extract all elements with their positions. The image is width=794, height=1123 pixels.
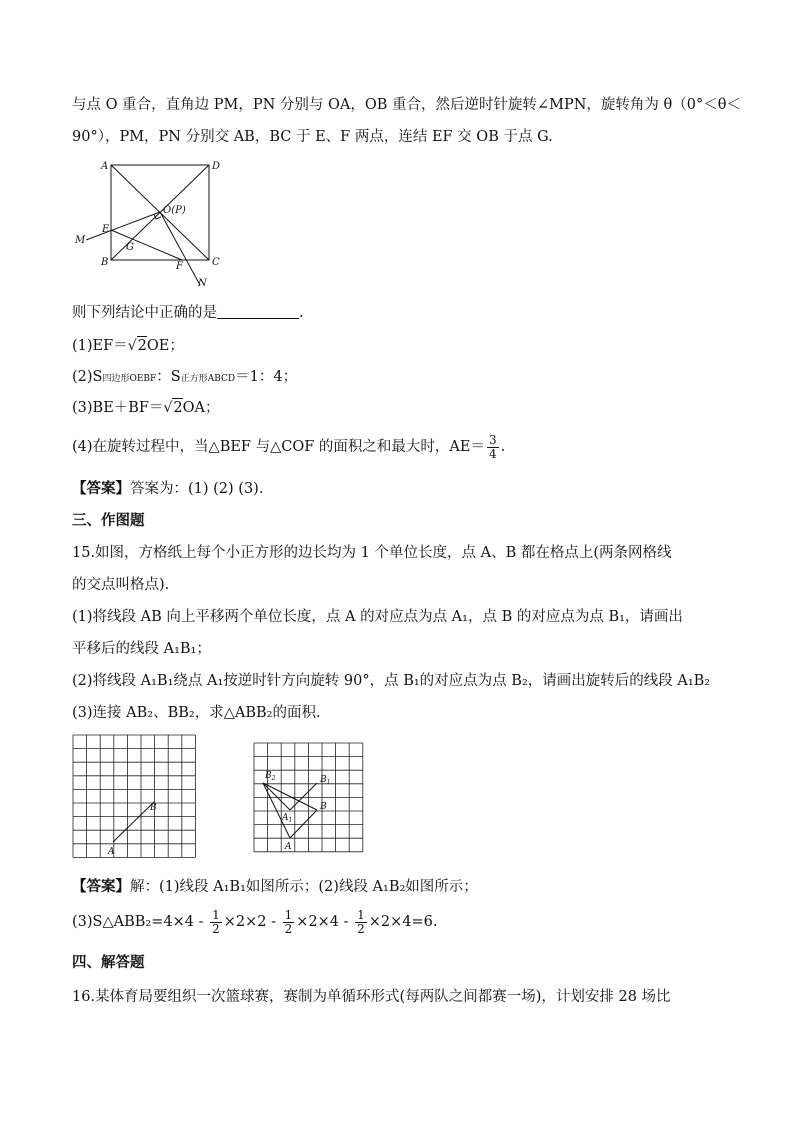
choice-4 (72, 430, 505, 464)
answer-label: 【答案】 (72, 480, 130, 497)
grid1-label-a: A (108, 847, 115, 857)
fig1-label-o: O(P) (163, 205, 186, 216)
fraction-half (283, 909, 295, 936)
sqrt-icon: √ (127, 338, 137, 354)
answer-term-1: ×2×2 - (223, 914, 281, 930)
segment-ab (290, 810, 317, 838)
segment-ab (113, 802, 154, 842)
fraction-half (210, 909, 222, 936)
choice-1-post: OE； (146, 338, 184, 354)
fraction-three-quarters (487, 434, 499, 461)
p14-question-period: . (299, 305, 304, 321)
fraction-denominator: 4 (488, 446, 497, 461)
choice-1-pre: (1)EF＝ (72, 338, 128, 354)
choice-2 (72, 368, 297, 388)
square-rotation-figure (72, 155, 232, 290)
segment-ef (111, 230, 182, 260)
fig1-label-e: E (102, 224, 110, 235)
choice-1 (72, 336, 184, 355)
grid2-label-b2: $B_2$ (265, 771, 276, 782)
p15-answer-2 (72, 904, 438, 940)
choice-2-pre: (2)S (72, 369, 103, 385)
segment-a1b2 (263, 783, 290, 810)
p15-line5: (2)将线段 A₁B₁绕点 A₁按逆时针方向旋转 90°，点 B₁的对应点为点 B₂，请画出旋转后的线段 A₁B₂ (72, 673, 711, 689)
p14-question-text: 则下列结论中正确的是 (72, 305, 217, 321)
answer-blank (217, 304, 299, 319)
choice-4-pre: (4)在旋转过程中，当△BEF 与△COF 的面积之和最大时，AE＝ (72, 439, 485, 455)
fraction-numerator: 1 (284, 907, 293, 922)
section-4-title: 四、解答题 (72, 954, 145, 971)
fig1-label-b: B (101, 257, 109, 268)
p16-line1: 16.某体育局要组织一次篮球赛，赛制为单循环形式(每两队之间都赛一场)，计划安排 28 场比 (72, 989, 671, 1005)
fig1-label-d: D (212, 161, 221, 172)
fig1-label-n: N (198, 278, 207, 289)
fig1-label-g: G (126, 242, 134, 253)
ray-pn (160, 212, 200, 285)
fraction-half (355, 909, 367, 936)
choice-1-radicand: 2 (137, 338, 147, 354)
grid-original (72, 734, 198, 860)
answer-label: 【答案】 (72, 878, 130, 895)
answer-term-2: ×2×4 - (296, 914, 354, 930)
grid2-label-a: A (285, 842, 292, 852)
grid1-label-b: B (150, 803, 157, 813)
fig1-label-m: M (75, 235, 86, 246)
section-3-title: 三、作图题 (72, 512, 145, 529)
choice-3-pre: (3)BE＋BF＝ (72, 400, 164, 416)
answer-text: 答案为：(1) (2) (3). (130, 481, 264, 497)
p15-line6: (3)连接 AB₂、BB₂，求△ABB₂的面积. (72, 705, 321, 721)
choice-2-sub2: 正方形ABCD (180, 374, 236, 384)
answer-part-1: 解：(1)线段 A₁B₁如图所示；(2)线段 A₁B₂如图所示； (130, 879, 478, 895)
p15-line1: 15.如图，方格纸上每个小正方形的边长均为 1 个单位长度，点 A、B 都在格点上(两条网格线 (72, 545, 672, 561)
ray-pm (86, 212, 160, 240)
grid2-label-a1: $A_1$ (282, 813, 293, 824)
p15-line4: 平移后的线段 A₁B₁； (72, 641, 211, 657)
segment-bb2 (263, 783, 317, 810)
fig1-label-c: C (212, 257, 220, 268)
grid-solution (253, 742, 365, 854)
choice-2-post: ＝1：4； (235, 369, 298, 385)
choice-3 (72, 398, 220, 417)
grid2-label-b1: $B_1$ (320, 775, 331, 786)
p14-line2: 90°），PM，PN 分别交 AB，BC 于 E、F 两点，连结 EF 交 OB 于点 G. (72, 129, 553, 145)
choice-3-radicand: 2 (173, 400, 183, 416)
fraction-denominator: 2 (212, 921, 220, 936)
choice-2-sub1: 四边形OEBF (102, 374, 157, 384)
answer-area-pre: (3)S△ABB₂=4×4 - (72, 914, 209, 930)
fraction-denominator: 2 (357, 921, 365, 936)
fraction-numerator: 1 (357, 907, 365, 922)
grid2-label-b: B (320, 802, 327, 812)
p15-answer-1 (72, 878, 478, 896)
fraction-numerator: 3 (488, 432, 497, 447)
choice-4-post: . (500, 439, 506, 455)
fig1-label-f: F (176, 261, 183, 272)
p14-question (72, 304, 304, 322)
fraction-numerator: 1 (212, 907, 220, 922)
fraction-denominator: 2 (284, 921, 293, 936)
fig1-label-a: A (101, 161, 109, 172)
choice-2-mid: ：S (156, 369, 181, 385)
p14-answer (72, 480, 263, 498)
answer-term-3: ×2×4=6. (368, 914, 438, 930)
p14-line1: 与点 O 重合，直角边 PM，PN 分别与 OA，OB 重合，然后逆时针旋转∠MPN，旋转角为 θ（0°＜θ＜ (72, 97, 741, 113)
p15-line2: 的交点叫格点). (72, 577, 170, 593)
choice-3-post: OA； (182, 400, 220, 416)
sqrt-icon: √ (163, 400, 173, 416)
segment-a1b1 (290, 783, 317, 810)
p15-line3: (1)将线段 AB 向上平移两个单位长度，点 A 的对应点为点 A₁，点 B 的对应点为点 B₁，请画出 (72, 609, 683, 625)
segment-ab2 (263, 783, 293, 838)
